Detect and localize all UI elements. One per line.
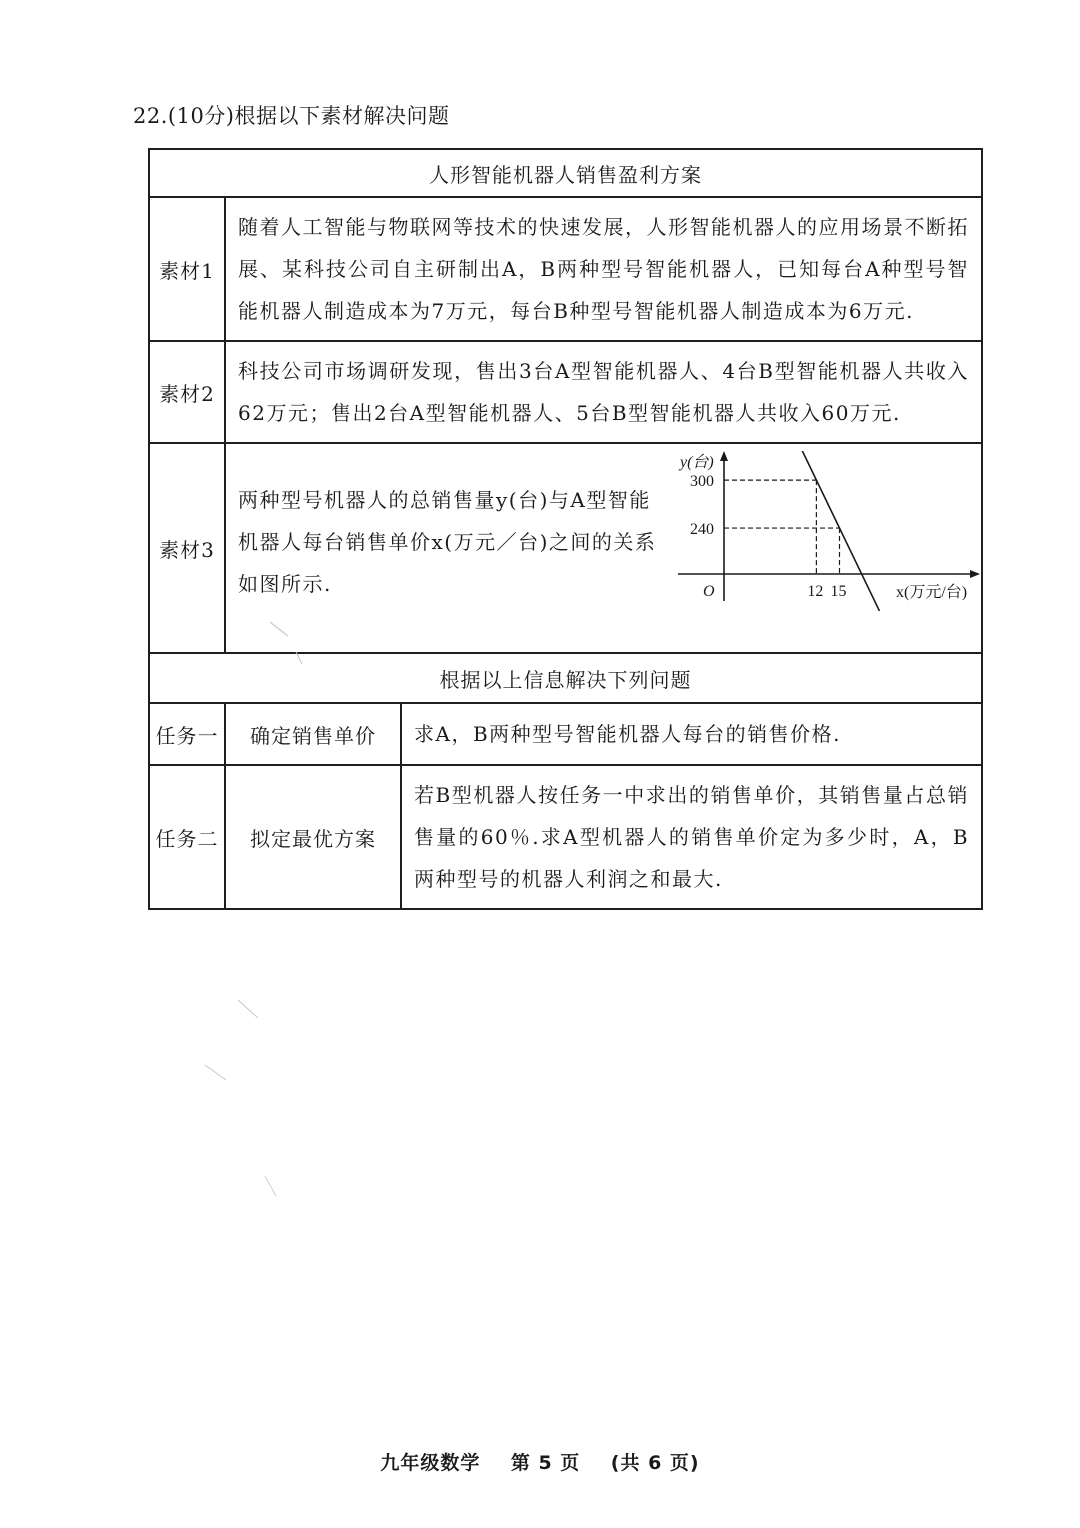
footer-page: 第 5 页 xyxy=(510,1452,581,1474)
scan-mark xyxy=(205,1065,226,1080)
material-label: 素材2 xyxy=(149,341,225,443)
scan-mark xyxy=(265,1176,276,1196)
table-title: 人形智能机器人销售盈利方案 xyxy=(149,149,982,197)
x-axis-label: x(万元/台) xyxy=(896,584,968,601)
scan-mark xyxy=(238,1000,258,1018)
material-text: 随着人工智能与物联网等技术的快速发展，人形智能机器人的应用场景不断拓展、某科技公司自主研制出A，B两种型号智能机器人，已知每台A种型号智能机器人制造成本为7万元，每台B种型号智能机器人制造成本为6万元. xyxy=(225,197,982,341)
question-heading: 22.(10分)根据以下素材解决问题 xyxy=(133,104,450,128)
material-label: 素材3 xyxy=(149,443,225,653)
y-tick-label: 240 xyxy=(690,521,714,539)
y-tick-label: 300 xyxy=(690,473,714,491)
task-label: 任务一 xyxy=(149,703,225,765)
page-footer xyxy=(0,1448,1080,1475)
scan-mark xyxy=(296,652,302,664)
task-name: 确定销售单价 xyxy=(225,703,401,765)
material-label: 素材1 xyxy=(149,197,225,341)
x-tick-label: 12 xyxy=(807,583,824,600)
x-tick-label: 15 xyxy=(830,583,847,600)
task-name: 拟定最优方案 xyxy=(225,765,401,909)
origin-label: O xyxy=(703,583,715,600)
footer-subject: 九年级数学 xyxy=(380,1452,481,1474)
task-text: 若B型机器人按任务一中求出的销售单价，其销售量占总销售量的60％.求A型机器人的销售单价定为多少时，A，B两种型号的机器人利润之和最大. xyxy=(401,765,982,909)
y-axis-label: y(台) xyxy=(680,454,714,471)
scan-mark xyxy=(270,622,288,636)
material-text: 科技公司市场调研发现，售出3台A型智能机器人、4台B型智能机器人共收入62万元；售出2台A型智能机器人、5台B型智能机器人共收入60万元. xyxy=(225,341,982,443)
task-label: 任务二 xyxy=(149,765,225,909)
footer-total: (共 6 页) xyxy=(610,1452,700,1474)
task-text: 求A，B两种型号智能机器人每台的销售价格. xyxy=(401,703,982,765)
table-subtitle: 根据以上信息解决下列问题 xyxy=(149,653,982,703)
material-text: 两种型号机器人的总销售量y(台)与A型智能机器人每台销售单价x(万元／台)之间的关系如图所示. xyxy=(238,488,657,596)
